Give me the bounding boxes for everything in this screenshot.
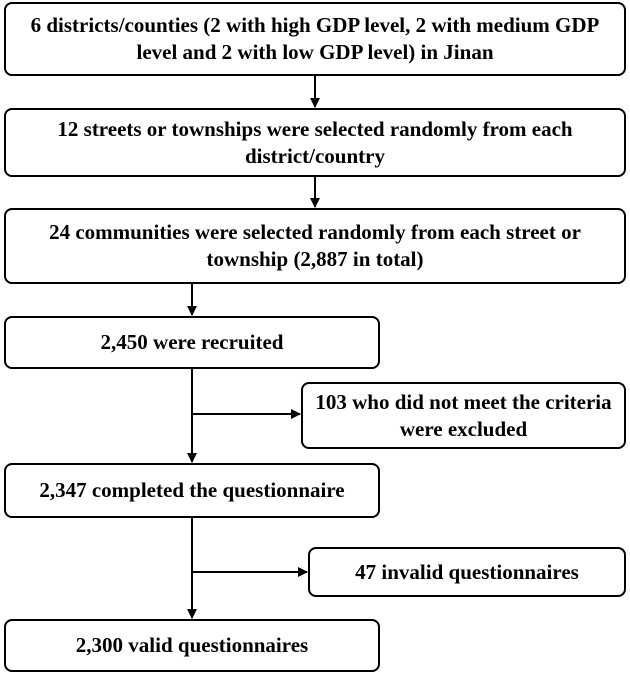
box-recruited-text: 2,450 were recruited <box>100 330 284 354</box>
box-districts-text: 6 districts/counties (2 with high GDP level, 2 with medium GDP level and 2 with low GDP level) in Jinan <box>30 13 600 64</box>
box-valid-text: 2,300 valid questionnaires <box>75 633 309 657</box>
box-communities-text: 24 communities were selected randomly from each street or township (2,887 in total) <box>49 220 581 271</box>
box-valid <box>4 619 380 672</box>
box-districts <box>4 2 626 76</box>
box-excluded-criteria-text: 103 who did not meet the criteria were excluded <box>315 389 612 441</box>
box-invalid-text: 47 invalid questionnaires <box>355 559 579 584</box>
box-streets-text: 12 streets or townships were selected randomly from each district/country <box>57 116 573 168</box>
box-communities <box>4 208 626 284</box>
box-completed-text: 2,347 completed the questionnaire <box>39 478 345 502</box>
box-recruited <box>4 316 380 369</box>
box-invalid <box>308 547 626 597</box>
box-streets <box>4 108 626 177</box>
box-excluded-criteria <box>301 382 626 449</box>
box-completed <box>4 463 380 518</box>
